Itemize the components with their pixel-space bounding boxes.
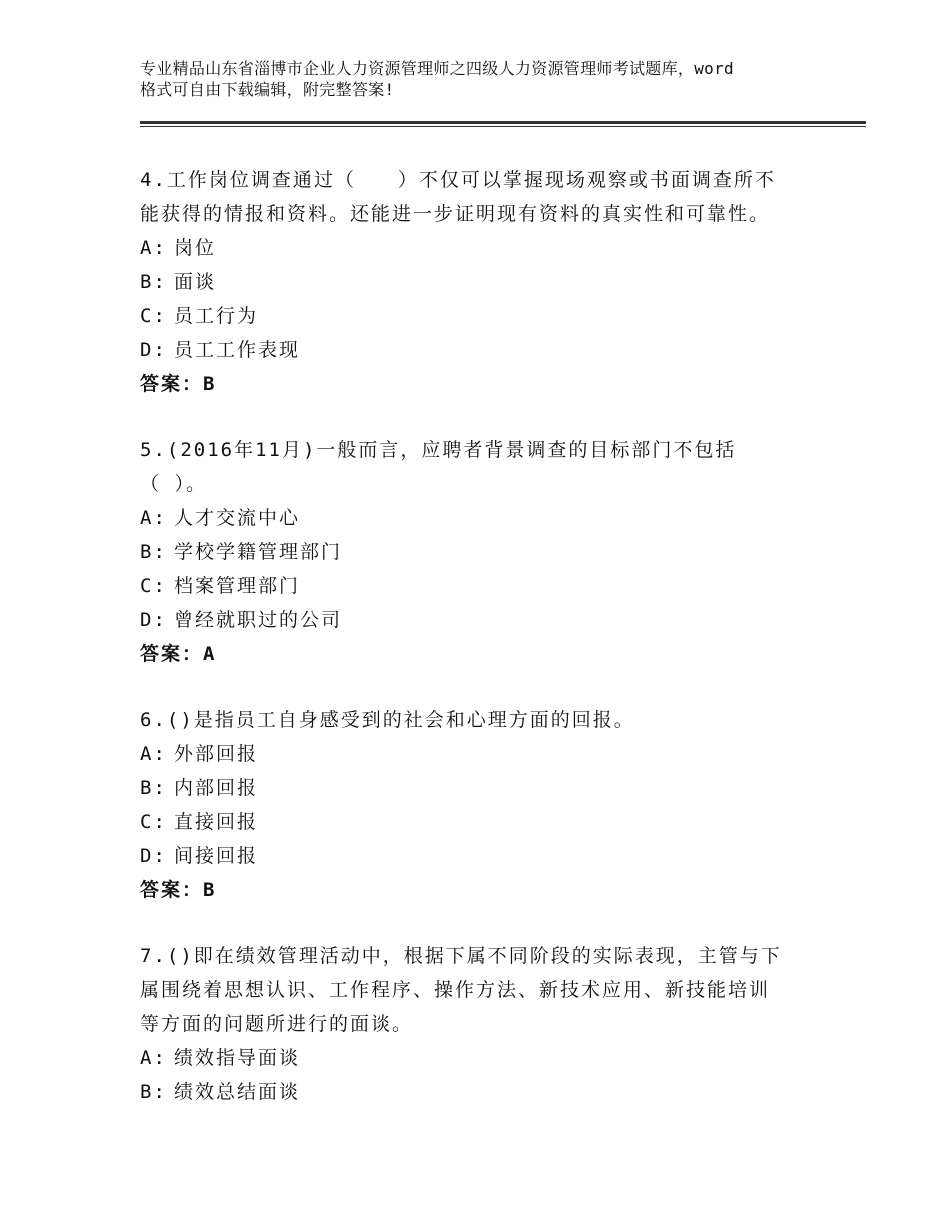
option-key: C: [140,811,167,833]
option-c [140,569,820,603]
option-key: D: [140,339,167,361]
header-divider-thin [140,126,866,127]
header-title-line-2: 格式可自由下载编辑，附完整答案! [140,80,395,99]
option-b [140,771,820,805]
option-text: 外部回报 [174,743,259,765]
option-key: C: [140,305,167,327]
question-stem-line: 4.工作岗位调查通过（ ）不仅可以掌握现场观察或书面调查所不 [140,169,776,191]
question-7 [140,939,820,1109]
question-stem-line: 属围绕着思想认识、工作程序、操作方法、新技术应用、新技能培训 [140,979,771,1001]
option-text: 面谈 [174,271,217,293]
option-key: D: [140,609,167,631]
question-5 [140,433,820,671]
question-stem-line: 7.()即在绩效管理活动中，根据下属不同阶段的实际表现，主管与下 [140,945,782,967]
option-text: 曾经就职过的公司 [174,609,343,631]
option-b [140,265,820,299]
header-divider-thick [140,121,866,124]
answer-label: 答案：A [140,643,217,665]
question-stem-line: 能获得的情报和资料。还能进一步证明现有资料的真实性和可靠性。 [140,203,771,225]
option-b [140,535,820,569]
question-stem-line: （ ）。 [140,473,207,495]
option-d [140,839,820,873]
option-key: A: [140,743,167,765]
option-key: B: [140,777,167,799]
option-text: 岗位 [174,237,217,259]
question-stem-line: 5.(2016年11月)一般而言，应聘者背景调查的目标部门不包括 [140,439,737,461]
option-a [140,231,820,265]
option-key: A: [140,507,167,529]
option-text: 学校学籍管理部门 [174,541,343,563]
option-text: 绩效指导面谈 [174,1047,301,1069]
question-6 [140,703,820,907]
question-stem-line: 等方面的问题所进行的面谈。 [140,1013,414,1035]
option-d [140,333,820,367]
option-text: 员工工作表现 [174,339,301,361]
answer-label: 答案：B [140,373,217,395]
option-text: 档案管理部门 [174,575,301,597]
option-key: D: [140,845,167,867]
option-key: B: [140,271,167,293]
option-b [140,1075,820,1109]
answer-label: 答案：B [140,879,217,901]
document-header [140,58,840,100]
option-text: 间接回报 [174,845,259,867]
option-key: C: [140,575,167,597]
header-title-line-1: 专业精品山东省淄博市企业人力资源管理师之四级人力资源管理师考试题库，word [140,59,734,78]
option-text: 直接回报 [174,811,259,833]
option-text: 员工行为 [174,305,259,327]
option-key: A: [140,237,167,259]
option-c [140,805,820,839]
option-text: 人才交流中心 [174,507,301,529]
option-a [140,737,820,771]
option-c [140,299,820,333]
option-key: B: [140,541,167,563]
option-a [140,1041,820,1075]
option-text: 内部回报 [174,777,259,799]
question-stem-line: 6.()是指员工自身感受到的社会和心理方面的回报。 [140,709,635,731]
option-a [140,501,820,535]
option-text: 绩效总结面谈 [174,1081,301,1103]
option-key: A: [140,1047,167,1069]
question-list [140,163,820,1141]
option-key: B: [140,1081,167,1103]
option-d [140,603,820,637]
question-4 [140,163,820,401]
